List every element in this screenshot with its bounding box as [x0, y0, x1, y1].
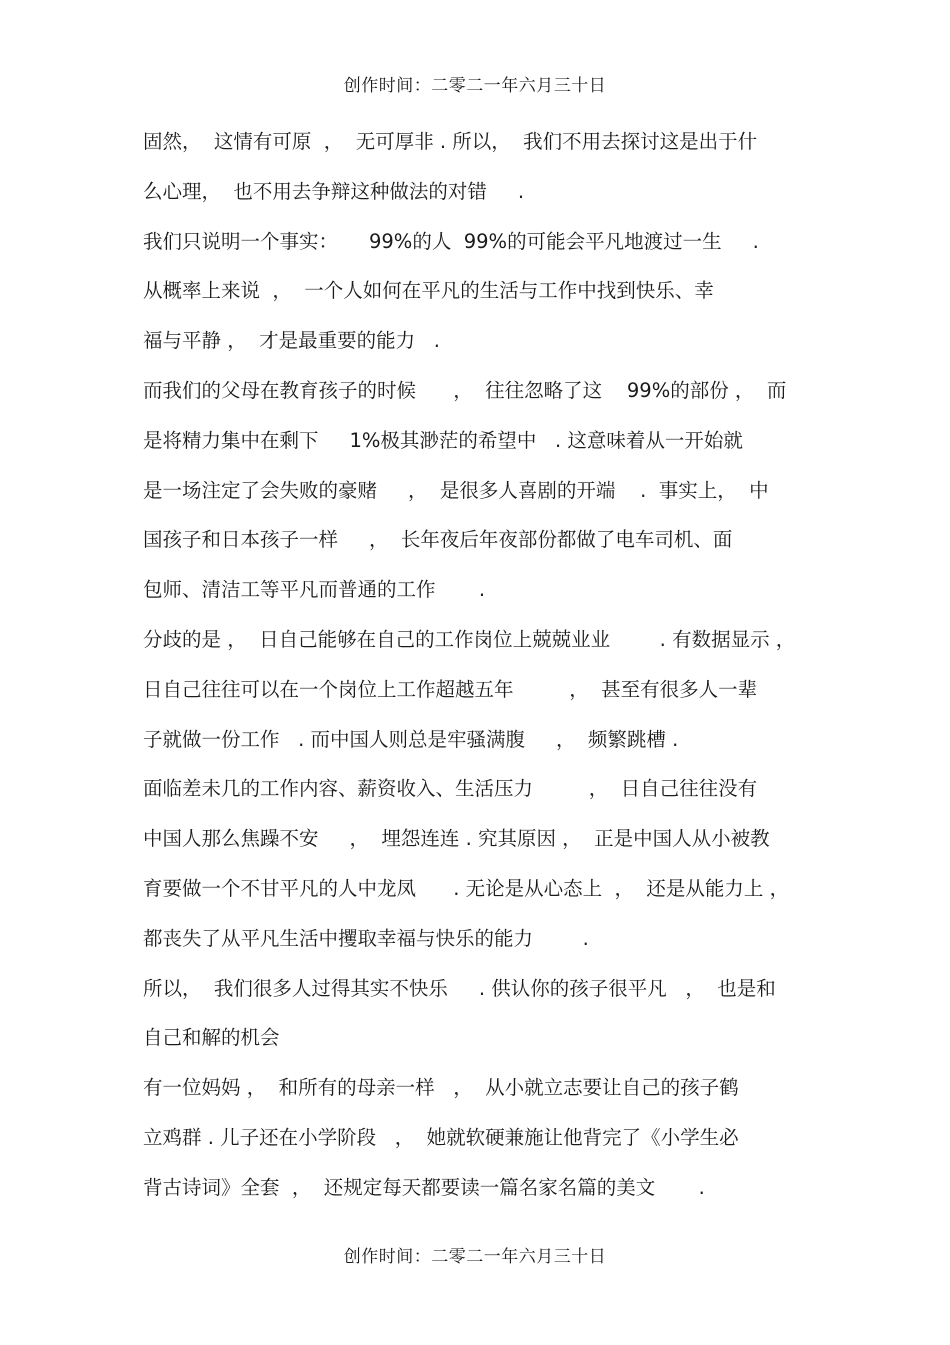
body-text — [143, 117, 833, 1213]
text-line: 立鸡群 . 儿子还在小学阶段 ， 她就软硬兼施让他背完了《小学生必 — [143, 1125, 739, 1149]
page-header: 创作时间：二零二一年六月三十日 — [343, 76, 607, 96]
text-line: 么心理， 也不用去争辩这种做法的对错 . — [143, 179, 525, 203]
text-line: 育要做一个不甘平凡的人中龙凤 . 无论是从心态上 ， 还是从能力上 ， — [143, 876, 790, 900]
text-line: 从概率上来说 ， 一个人如何在平凡的生活与工作中找到快乐、幸 — [143, 279, 714, 303]
text-line: 自己和解的机会 — [143, 1026, 280, 1050]
text-line: 国孩子和日本孩子一样 ， 长年夜后年夜部份都做了电车司机、面 — [143, 528, 733, 552]
text-line: 我们只说明一个事实： 99%的人 99%的可能会平凡地渡过一生 . — [143, 229, 759, 253]
text-line: 包师、清洁工等平凡而普通的工作 . — [143, 578, 486, 602]
text-line: 所以， 我们很多人过得其实不快乐 . 供认你的孩子很平凡 ， 也是和 — [143, 976, 776, 1000]
text-line: 而我们的父母在教育孩子的时候 ， 往往忽略了这 99%的部份 ， 而 — [143, 378, 787, 402]
text-line: 是一场注定了会失败的豪赌 ， 是很多人喜剧的开端 . 事实上， 中 — [143, 478, 769, 502]
text-line: 中国人那么焦躁不安 ， 埋怨连连 . 究其原因 ， 正是中国人从小被教 — [143, 827, 770, 851]
text-line: 固然， 这情有可原 ， 无可厚非 . 所以， 我们不用去探讨这是出于什 — [143, 130, 758, 153]
text-line: 背古诗词》全套 ， 还规定每天都要读一篇名家名篇的美文 . — [143, 1175, 705, 1199]
text-line: 有一位妈妈 ， 和所有的母亲一样 ， 从小就立志要让自己的孩子鹤 — [143, 1076, 739, 1100]
text-line: 面临差未几的工作内容、薪资收入、生活压力 ， 日自己往往没有 — [143, 777, 758, 801]
text-line: 都丧失了从平凡生活中攫取幸福与快乐的能力 . — [143, 926, 589, 950]
text-line: 是将精力集中在剩下 1%极其渺茫的希望中 . 这意味着从一开始就 — [143, 428, 743, 452]
text-line: 日自己往往可以在一个岗位上工作超越五年 ， 甚至有很多人一辈 — [143, 677, 758, 701]
page-footer: 创作时间：二零二一年六月三十日 — [343, 1247, 607, 1267]
text-line: 福与平静 ， 才是最重要的能力 . — [143, 329, 440, 353]
text-line: 分歧的是 ， 日自己能够在自己的工作岗位上兢兢业业 . 有数据显示 ， — [143, 627, 796, 651]
text-line: 子就做一份工作 . 而中国人则总是牢骚满腹 ， 频繁跳槽 . — [143, 727, 679, 751]
